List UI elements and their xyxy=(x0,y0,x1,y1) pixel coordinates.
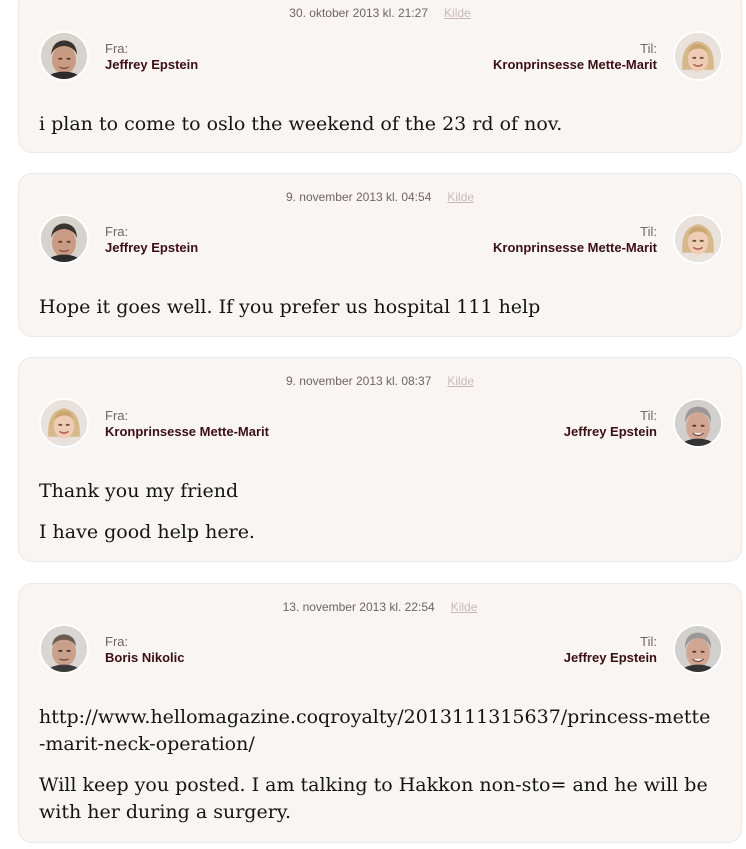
message-meta xyxy=(19,600,741,614)
source-link[interactable]: Kilde xyxy=(447,190,475,204)
recipient-avatar xyxy=(673,31,723,81)
sender xyxy=(105,634,184,666)
recipient xyxy=(564,634,657,666)
woman-blonde-icon xyxy=(675,33,721,79)
sender-name: Kronprinsesse Mette-Marit xyxy=(105,424,269,439)
man-grey-hair-icon xyxy=(675,400,721,446)
sender-avatar xyxy=(39,624,89,674)
to-label: Til: xyxy=(640,224,657,239)
message-paragraph: Will keep you posted. I am talking to Hakkon non-sto= and he will be with her during a surgery. xyxy=(39,774,708,823)
sender-name: Jeffrey Epstein xyxy=(105,57,199,72)
message-date: 30. oktober 2013 kl. 21:27 xyxy=(289,6,429,20)
message-body xyxy=(39,294,715,321)
message-meta xyxy=(19,6,741,20)
from-label: Fra: xyxy=(105,224,129,239)
to-label: Til: xyxy=(640,41,657,56)
source-link[interactable]: Kilde xyxy=(450,600,478,614)
sender-name: Boris Nikolic xyxy=(105,650,185,665)
sender-avatar xyxy=(39,31,89,81)
message-paragraph: I have good help here. xyxy=(39,521,255,543)
message-paragraph: Thank you my friend xyxy=(39,480,239,502)
recipient-name: Jeffrey Epstein xyxy=(563,424,657,439)
message-meta xyxy=(19,190,741,204)
sender-avatar xyxy=(39,398,89,448)
sender-avatar xyxy=(39,214,89,264)
recipient xyxy=(493,224,657,256)
recipient-name: Kronprinsesse Mette-Marit xyxy=(493,240,657,255)
message-paragraph: Hope it goes well. If you prefer us hospital 111 help xyxy=(39,296,541,318)
message-card xyxy=(18,357,742,562)
recipient xyxy=(493,41,657,73)
message-card xyxy=(18,0,742,153)
recipient-name: Kronprinsesse Mette-Marit xyxy=(493,57,657,72)
recipient-avatar xyxy=(673,214,723,264)
message-date: 9. november 2013 kl. 08:37 xyxy=(285,374,432,388)
recipient-name: Jeffrey Epstein xyxy=(563,650,657,665)
message-date: 9. november 2013 kl. 04:54 xyxy=(285,190,432,204)
sender xyxy=(105,41,198,73)
to-label: Til: xyxy=(640,408,657,423)
man-dark-hair-icon xyxy=(41,33,87,79)
message-body xyxy=(39,704,715,826)
message-body xyxy=(39,478,715,546)
recipient xyxy=(564,408,657,440)
man-grey-hair-icon xyxy=(675,626,721,672)
message-paragraph: http://www.hellomagazine.coqroyalty/2013111315637/princess-mette-marit-neck-operation/ xyxy=(39,706,711,755)
from-label: Fra: xyxy=(105,41,129,56)
from-label: Fra: xyxy=(105,408,129,423)
man-dark-hair-icon xyxy=(41,216,87,262)
message-card xyxy=(18,173,742,337)
sender-name: Jeffrey Epstein xyxy=(105,240,199,255)
message-paragraph: i plan to come to oslo the weekend of the 23 rd of nov. xyxy=(39,113,563,135)
sender xyxy=(105,408,269,440)
woman-blonde-icon xyxy=(41,400,87,446)
to-label: Til: xyxy=(640,634,657,649)
woman-blonde-icon xyxy=(675,216,721,262)
source-link[interactable]: Kilde xyxy=(444,6,471,20)
message-card xyxy=(18,583,742,843)
recipient-avatar xyxy=(673,624,723,674)
recipient-avatar xyxy=(673,398,723,448)
man-short-hair-icon xyxy=(41,626,87,672)
source-link[interactable]: Kilde xyxy=(447,374,475,388)
message-meta xyxy=(19,374,741,388)
sender xyxy=(105,224,198,256)
message-date: 13. november 2013 kl. 22:54 xyxy=(282,600,435,614)
message-body xyxy=(39,111,715,138)
from-label: Fra: xyxy=(105,634,129,649)
